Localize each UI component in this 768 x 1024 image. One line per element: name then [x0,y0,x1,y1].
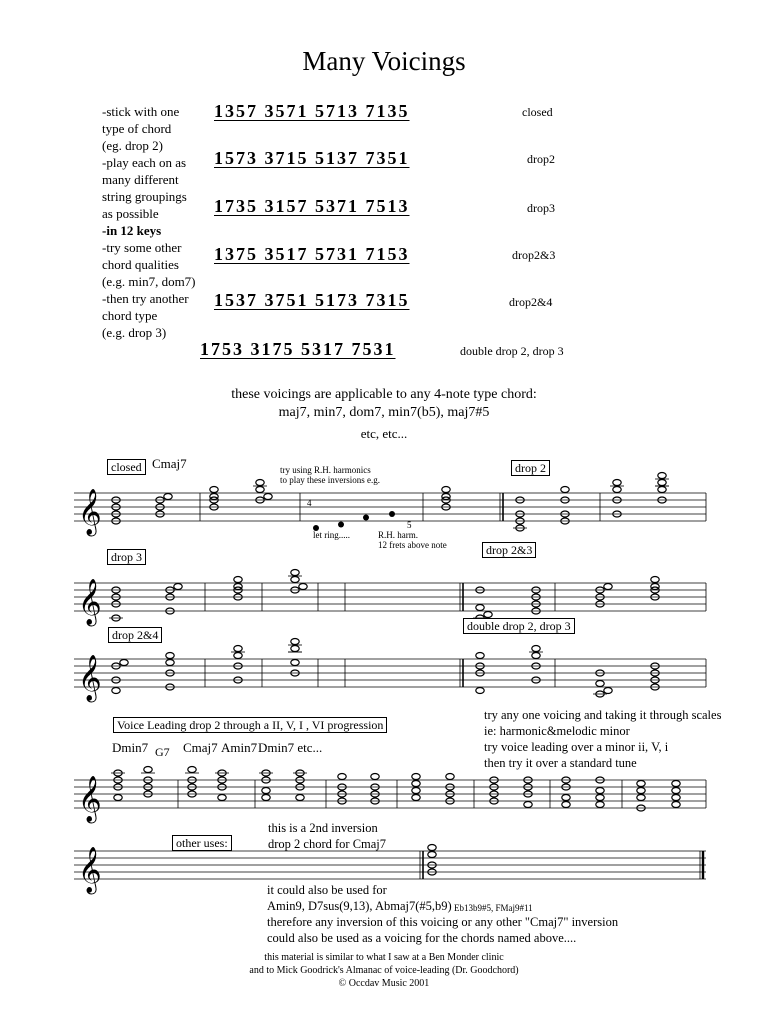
harmonics-note: try using R.H. harmonics [280,465,371,475]
letring-note: let ring..... [313,530,350,540]
tip-line: chord qualities [102,257,179,272]
note-head [604,584,612,590]
scales-note: ie: harmonic&melodic minor [484,724,630,738]
note-head [658,480,666,486]
footer-line: and to Mick Goodrick's Almanac of voice-leading (Dr. Goodchord) [249,965,519,976]
chord-symbol: G7 [155,745,170,759]
label-closed: closed [107,459,146,475]
note-head [476,605,484,611]
voicing-drop2and4: 1537 3751 5173 7315 [214,290,410,310]
note-head [174,584,182,590]
page-title: Many Voicings [302,46,466,76]
tip-line: -play each on as [102,155,187,170]
note-head [412,795,420,801]
note-head [363,515,369,521]
note-head [371,774,379,780]
treble-clef-icon: 𝄞 [78,579,102,625]
voicing-double-drop: 1753 3175 5317 7531 [200,339,396,359]
applicable-line: these voicings are applicable to any 4-note type chord: [231,387,537,402]
note-head [188,767,196,773]
voicing-label: drop3 [527,201,555,215]
also-note: therefore any inversion of this voicing or any other "Cmaj7" inversion [267,915,619,929]
note-head [164,494,172,500]
note-head [562,795,570,801]
note-head [120,660,128,666]
note-head [234,577,242,583]
note-head [291,646,299,652]
note-head [672,795,680,801]
note-head [296,795,304,801]
voicing-closed: 1357 3571 5713 7135 [214,101,410,121]
also-note: it could also be used for [267,883,387,897]
voicing-label: double drop 2, drop 3 [460,344,564,358]
also-note-small: Eb13b9#5, FMaj9#11 [454,903,533,913]
voicing-label: closed [522,105,553,119]
scales-note: try voice leading over a minor ii, V, i [484,740,669,754]
chord-symbol: Dmin7 [112,740,149,755]
tip-line: -try some other [102,240,182,255]
label-drop2and4: drop 2&4 [108,627,162,643]
note-head [596,802,604,808]
note-head [291,639,299,645]
note-head [672,802,680,808]
note-head [484,612,492,618]
also-note: Amin9, D7sus(9,13), Abmaj7(#5,b9) [267,899,452,913]
treble-clef-icon: 𝄞 [78,489,102,535]
note-head [291,570,299,576]
note-head [338,774,346,780]
note-head [166,660,174,666]
note-head [428,852,436,858]
note-head [338,522,344,528]
note-head [651,577,659,583]
applicable-line: maj7, min7, dom7, min7(b5), maj7#5 [278,405,490,420]
note-head [112,688,120,694]
treble-clef-icon: 𝄞 [78,847,102,893]
note-head [532,653,540,659]
note-head [672,788,680,794]
tip-line: chord type [102,308,158,323]
applicable-line: etc, etc... [360,426,408,441]
tip-line: many different [102,172,179,187]
voicing-label: drop2 [527,152,555,166]
inversion-note: drop 2 chord for Cmaj7 [268,837,387,851]
scales-note: then try it over a standard tune [484,756,637,770]
note-head [562,802,570,808]
footer-line: © Occdav Music 2001 [338,978,430,989]
tip-line: -stick with one [102,104,180,119]
string-number: 5 [407,520,412,530]
note-head [561,487,569,493]
tip-line: type of chord [102,121,172,136]
note-head [613,487,621,493]
note-head [234,653,242,659]
note-head [166,653,174,659]
note-head [412,788,420,794]
note-head [672,781,680,787]
tip-line: (e.g. drop 3) [102,325,167,340]
voicing-drop2and3: 1375 3517 5731 7153 [214,244,410,264]
tip-line: -then try another [102,291,189,306]
note-head [299,584,307,590]
string-number: 4 [307,498,312,508]
rh-harm-note: R.H. harm. [378,530,418,540]
note-head [596,795,604,801]
note-head [291,577,299,583]
inversion-note: this is a 2nd inversion [268,821,378,835]
treble-clef-icon: 𝄞 [78,655,102,701]
note-head [412,774,420,780]
label-double-drop: double drop 2, drop 3 [463,618,575,634]
note-head [256,487,264,493]
note-head [389,511,395,517]
note-head [604,688,612,694]
voicing-drop2: 1573 3715 5137 7351 [214,148,410,168]
tip-line: (e.g. min7, dom7) [102,274,196,289]
note-head [442,487,450,493]
note-head [524,802,532,808]
note-head [637,781,645,787]
note-head [613,480,621,486]
note-head [412,781,420,787]
note-head [218,795,226,801]
note-head [532,646,540,652]
note-head [114,795,122,801]
rh-harm-note: 12 frets above note [378,540,447,550]
chord-symbol: Cmaj7 [183,740,218,755]
label-drop2: drop 2 [511,460,550,476]
tip-line: as possible [102,206,159,221]
harmonics-note: to play these inversions e.g. [280,475,380,485]
tip-line: -in 12 keys [102,223,162,238]
note-head [144,767,152,773]
note-head [658,473,666,479]
voicing-label: drop2&3 [512,248,556,262]
chord-symbol: Dmin7 etc... [258,740,323,755]
note-head [210,487,218,493]
label-drop3: drop 3 [107,549,146,565]
tip-line: string groupings [102,189,187,204]
note-head [637,788,645,794]
note-head [264,494,272,500]
scales-note: try any one voicing and taking it through scales [484,708,722,722]
note-head [234,646,242,652]
treble-clef-icon: 𝄞 [78,776,102,822]
label-drop2and3: drop 2&3 [482,542,536,558]
note-head [262,788,270,794]
note-head [476,653,484,659]
label-voice-leading: Voice Leading drop 2 through a II, V, I , VI progression [113,717,387,733]
note-head [596,788,604,794]
chord-symbol: Amin7 [221,740,258,755]
note-head [256,480,264,486]
note-head [658,487,666,493]
voicing-drop3: 1735 3157 5371 7513 [214,196,410,216]
tip-line: (eg. drop 2) [102,138,164,153]
chord-symbol: Cmaj7 [152,456,187,471]
note-head [446,774,454,780]
note-head [596,681,604,687]
label-other-uses: other uses: [172,835,232,851]
note-head [291,660,299,666]
voicing-label: drop2&4 [509,295,553,309]
note-head [637,795,645,801]
note-head [428,845,436,851]
footer-line: this material is similar to what I saw at a Ben Monder clinic [264,952,504,963]
note-head [476,688,484,694]
note-head [262,795,270,801]
also-note: could also be used as a voicing for the chords named above.... [267,931,577,945]
